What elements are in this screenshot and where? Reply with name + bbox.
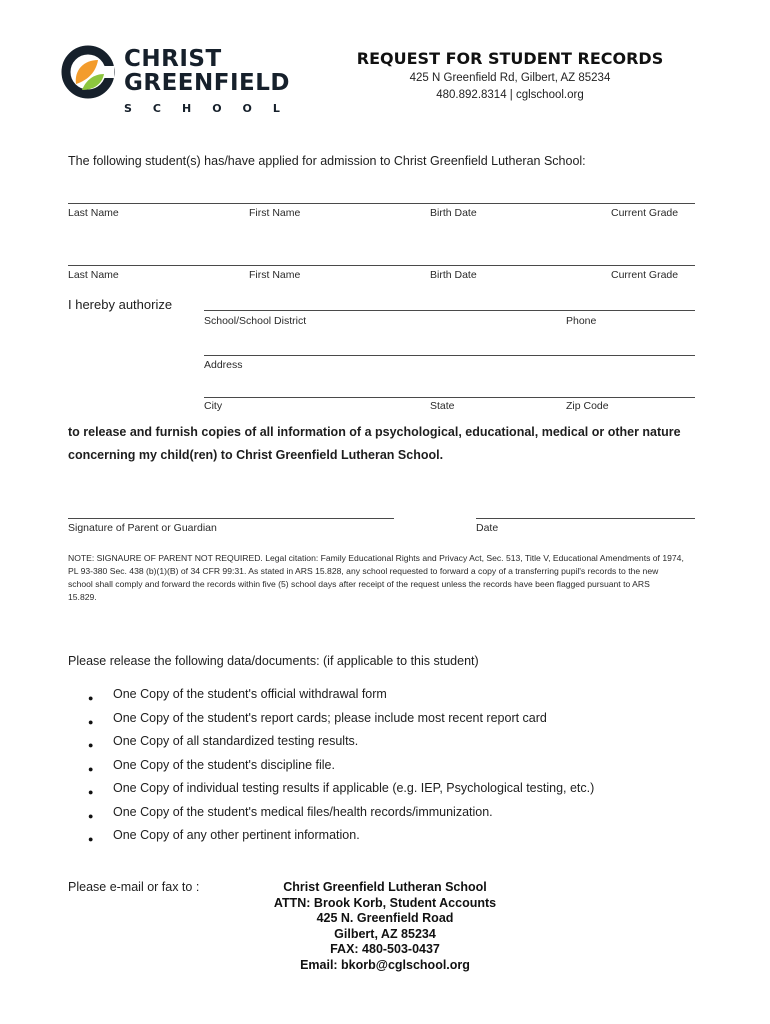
legal-note-line-2: PL 93-380 Sec. 438 (b)(1)(B) of 34 CFR 99:31. As stated in ARS 15.828, any school requested to forward a copy of a transferring pupil's records to the new (68, 566, 659, 576)
signature-line[interactable] (68, 518, 394, 519)
student-1-grade-label: Current Grade (611, 207, 679, 219)
list-item (88, 828, 360, 847)
list-item-text: One Copy of the student's discipline file. (113, 757, 335, 772)
contact-street: 425 N. Greenfield Road (316, 911, 454, 925)
legal-note (68, 552, 708, 604)
school-district-label: School/School District (204, 315, 307, 327)
student-1-line[interactable] (68, 203, 695, 204)
logo-text-greenfield: GREENFIELD (124, 70, 290, 96)
release-text-line-2: concerning my child(ren) to Christ Greenfield Lutheran School. (68, 448, 444, 462)
list-item (88, 757, 335, 777)
school-logo (60, 42, 320, 122)
address-line[interactable] (204, 355, 695, 356)
page-title: REQUEST FOR STUDENT RECORDS (356, 49, 664, 68)
city-state-zip-line[interactable] (204, 397, 695, 398)
zip-code-label: Zip Code (566, 400, 609, 412)
address-label: Address (204, 359, 243, 371)
student-2-grade-label: Current Grade (611, 269, 679, 281)
contact-attn: ATTN: Brook Korb, Student Accounts (273, 895, 497, 910)
student-2-first-name-label: First Name (249, 269, 301, 281)
school-phone-web: 480.892.8314 | cglschool.org (436, 89, 584, 101)
bullet-icon: ● (88, 716, 94, 727)
legal-note-line-3: school shall comply and forward the records within five (5) school days after receipt of the request unless the records have been flagged pursuant to ARS (68, 579, 650, 589)
city-label: City (204, 400, 223, 412)
list-item-text: One Copy of the student's report cards; please include most recent report card (113, 710, 547, 725)
list-item-text: One Copy of individual testing results if applicable (e.g. IEP, Psychological testing, etc.) (113, 781, 595, 795)
bullet-icon: ● (88, 740, 94, 750)
list-item (88, 687, 387, 706)
student-2-last-name-label: Last Name (68, 269, 119, 281)
list-item (88, 781, 595, 800)
school-district-line[interactable] (204, 310, 695, 311)
documents-heading: Please release the following data/documents: (if applicable to this student) (68, 654, 479, 668)
bullet-icon: ● (88, 763, 94, 774)
release-text-line-1: to release and furnish copies of all information of a psychological, educational, medical or other nature (68, 425, 681, 439)
logo-emblem-icon (60, 44, 116, 100)
student-1-last-name-label: Last Name (68, 207, 119, 219)
student-2-birth-date-label: Birth Date (430, 269, 477, 281)
list-item-text: One Copy of any other pertinent information. (113, 828, 360, 842)
contact-fax: FAX: 480-503-0437 (330, 942, 440, 956)
legal-note-line-1: NOTE: SIGNAURE OF PARENT NOT REQUIRED. Legal citation: Family Educational Rights and Privacy Act, Sec. 513, Title V, Educational Amendments of 1974, (68, 553, 684, 563)
legal-note-line-4: 15.829. (68, 592, 97, 602)
student-1-birth-date-label: Birth Date (430, 207, 477, 219)
authorize-label: I hereby authorize (68, 297, 173, 312)
list-item (88, 710, 547, 730)
phone-label: Phone (566, 315, 597, 327)
list-item-text: One Copy of the student's official withdrawal form (113, 687, 387, 701)
list-item-text: One Copy of the student's medical files/health records/immunization. (113, 804, 493, 819)
list-item-text: One Copy of all standardized testing results. (113, 734, 359, 748)
contact-email[interactable]: Email: bkorb@cglschool.org (300, 957, 470, 972)
contact-city: Gilbert, AZ 85234 (334, 926, 436, 941)
bullet-icon: ● (88, 834, 94, 844)
logo-text-christ: CHRIST (124, 46, 222, 72)
bullet-icon: ● (88, 787, 94, 797)
send-to-label: Please e-mail or fax to : (68, 880, 200, 894)
bullet-icon: ● (88, 693, 94, 703)
signature-label: Signature of Parent or Guardian (68, 522, 217, 534)
school-address: 425 N Greenfield Rd, Gilbert, AZ 85234 (409, 72, 611, 84)
list-item (88, 804, 493, 824)
bullet-icon: ● (88, 810, 94, 821)
list-item (88, 734, 359, 753)
date-line[interactable] (476, 518, 695, 519)
state-label: State (430, 400, 455, 412)
logo-text-school: SCHOOL (124, 102, 301, 115)
date-label: Date (476, 522, 499, 534)
student-1-first-name-label: First Name (249, 207, 301, 219)
student-2-line[interactable] (68, 265, 695, 266)
send-to-contact-block (225, 880, 545, 973)
intro-text: The following student(s) has/have applied for admission to Christ Greenfield Lutheran School: (68, 154, 586, 168)
contact-school-name: Christ Greenfield Lutheran School (283, 880, 487, 894)
